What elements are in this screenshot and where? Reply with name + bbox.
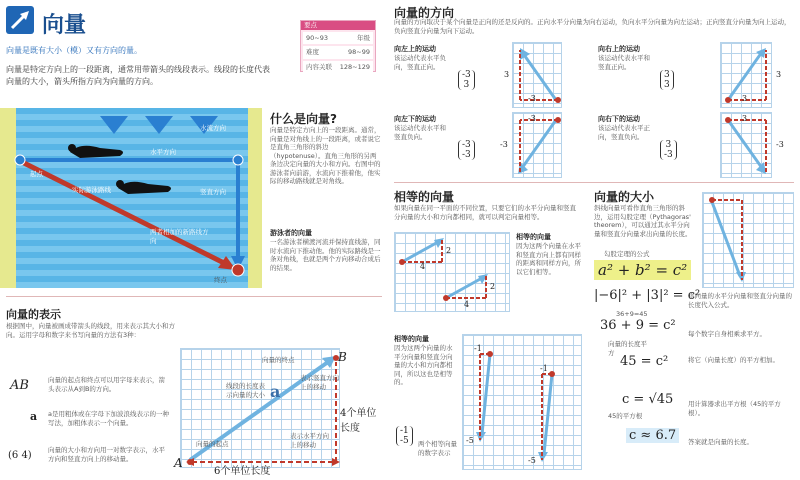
key-title: 要点 (301, 21, 375, 30)
equal-label: -5 (466, 436, 474, 445)
page-title: 向量 (42, 13, 87, 38)
pool-label-horizontal: 水平方向 (150, 148, 176, 156)
vector-a-label: a (270, 382, 281, 401)
pool-label-current: 水流方向 (200, 124, 226, 132)
point-a-label: A (174, 456, 183, 470)
key-row: 难度 98~99 (303, 46, 373, 59)
key-box (300, 20, 376, 72)
pool-label-vertical: 竖直方向 (200, 188, 226, 196)
formula-result: c ≈ 6.7 (626, 428, 679, 443)
repr-tip-start: 向量的起点 (196, 440, 229, 448)
repr-intro: 根据图中，向量被画成带箭头的线段，用来表示其大小和方向。运用字母和数字来书写向量的方法有3种： (6, 322, 175, 339)
title-icon (6, 6, 34, 34)
repr-tip-length: 线段的长度表示向量的大小 (226, 382, 265, 399)
quad-text: 该运动代表水平和竖直负向。 (394, 124, 446, 141)
pool-label-end: 终点 (214, 276, 227, 284)
quad-h: -3 (528, 114, 536, 123)
equal-label: 4 (464, 300, 470, 309)
swimmer-note: 一名游泳者横渡河流并保持直线游，同时水流向下推动他。他的实际路线是一条对角线，也就是两个方向移动合成后的结果。 (270, 238, 381, 272)
equal-vector: -1 -5 (396, 426, 413, 446)
quad-text: 该运动代表水平负向，竖直正向。 (394, 54, 446, 71)
direction-intro: 向量的方向取决于某个向量是正向的还是反向的。正向水平分向量为向右运动，负向水平分向量为向左运动；正向竖直分向量为向上运动，负向竖直分向量为向下运动。 (394, 18, 791, 35)
equal-intro: 如果向量在同一平面的不同位置，只要它们的水平分向量和竖直分向量的大小和方向都相同，就可以判定向量相等。 (394, 204, 576, 221)
quad-diagram (512, 112, 572, 182)
quad-text: 该运动代表水平和竖直正向。 (598, 54, 650, 71)
divider (6, 296, 382, 297)
equal-label: 4 (420, 262, 426, 271)
equal-box1-title: 相等的向量 (516, 233, 551, 241)
pool-label-diag: 两者相加的新路线方向 (150, 228, 209, 245)
quad-h: 3 (742, 114, 748, 123)
magnitude-note: 用计算器求出平方根（45的平方根）。 (688, 400, 781, 417)
key-row: 内容关联 128~129 (303, 61, 373, 74)
quad-h: -3 (528, 94, 536, 103)
quad-h: 3 (742, 94, 748, 103)
point-b-label: B (338, 350, 347, 364)
quad-text: 该运动代表水平正向，竖直负向。 (598, 124, 650, 141)
key-row: 90~93 年级 (303, 32, 373, 45)
magnitude-note: 每个数字自身相乘求平方。 (688, 330, 766, 338)
pool-illustration (0, 108, 262, 288)
pool-label-actual: 实际游泳路线 (72, 186, 111, 194)
magnitude-note: 将它（向量长度）的平方相加。 (688, 356, 779, 364)
section-title-direction: 向量的方向 (394, 6, 455, 20)
divider (394, 182, 794, 183)
equal-tip: 两个相等向量的数字表示 (418, 440, 457, 457)
equal-label: -5 (528, 456, 536, 465)
repr-tip-vertical: 表示竖直方向上的移动 (300, 374, 339, 391)
section-title-what: 什么是向量? (270, 112, 337, 126)
equal-label: 2 (446, 246, 452, 255)
formula-sub: 36+9=45 (616, 310, 648, 318)
quad-title: 向左下的运动 (394, 115, 436, 123)
horizontal-length: 6个单位长度 (214, 466, 271, 477)
formula-step4: c = √45 (622, 392, 674, 407)
quad-title: 向右下的运动 (598, 115, 640, 123)
quad-v: 3 (776, 70, 782, 79)
formula-label: 勾股定理的公式 (604, 250, 650, 258)
equal-box2-text: 因为这两个向量的水平分向量和竖直分向量的大小和方向都相同，所以这也是相等的。 (394, 344, 453, 386)
section-title-magnitude: 向量的大小 (594, 190, 655, 204)
quad-diagram (720, 112, 780, 182)
formula-step1: |−6|² + |3|² = c² (594, 288, 701, 303)
equal-label: -1 (474, 344, 482, 353)
equal-label: -1 (540, 364, 548, 373)
formula-step3: 45 = c² (620, 354, 669, 369)
quad-vector: -3 3 (458, 70, 475, 90)
quad-vector: -3 -3 (458, 140, 475, 160)
repr-text-a: a是用粗体或在字母下加波浪线表示的一种写法，加粗体表示一个向量。 (48, 410, 169, 427)
page-subtitle: 向量是既有大小（模）又有方向的量。 (6, 46, 142, 55)
quad-title: 向右上的运动 (598, 45, 640, 53)
quad-diagram (720, 42, 780, 112)
quad-v: -3 (776, 140, 784, 149)
repr-sym-a: a (30, 410, 38, 423)
intro-text: 向量是特定方向上的一段距离，通常用带箭头的线段表示。线段的长度代表向量的大小，箭头所指方向为向量的方向。 (6, 65, 270, 86)
magnitude-intro: 斜线向量可看作直角三角形的斜边，运用勾股定理（Pythagoras' theorem），可以通过其水平分向量和竖直分向量求出向量的长度。 (594, 204, 692, 238)
quad-vector: 3 -3 (660, 140, 677, 160)
pool-label-start: 起点 (30, 170, 43, 178)
equal-box1-text: 因为这两个向量在水平和竖直方向上都有同样的距离和同样方向，所以它们相等。 (516, 242, 581, 276)
formula-step2: 36 + 9 = c² (600, 318, 676, 333)
repr-tip-end: 向量的终点 (262, 356, 295, 364)
formula-sub: 向量的长度平方 (608, 340, 647, 357)
equal-box2-title: 相等的向量 (394, 335, 429, 343)
section-title-repr: 向量的表示 (6, 308, 61, 321)
magnitude-note: 将向量的水平分向量和竖直分向量的长度代入公式。 (688, 292, 792, 309)
swimmer-note-title: 游泳者的向量 (270, 229, 312, 237)
section-title-equal: 相等的向量 (394, 190, 455, 204)
magnitude-note: 答案就是向量的长度。 (688, 438, 753, 446)
repr-text-ab: 向量的起点和终点可以用字母来表示，箭头表示从A到B的方向。 (48, 376, 165, 393)
formula-pythagoras: a² + b² = c² (594, 260, 691, 280)
formula-sub: 45的平方根 (608, 412, 643, 420)
repr-tip-horizontal: 表示水平方向上的移动 (290, 432, 329, 449)
vertical-length: 4个单位长度 (340, 408, 377, 434)
quad-diagram (512, 42, 572, 112)
equal-diagram-1 (394, 232, 514, 316)
magnitude-diagram (702, 192, 798, 292)
quad-vector: 3 3 (660, 70, 674, 90)
equal-diagram-2 (462, 334, 586, 474)
repr-sym-ab: AB (10, 378, 29, 393)
repr-text-col: 向量的大小和方向用一对数字表示，水平方向和竖直方向上的移动量。 (48, 446, 165, 463)
quad-v: 3 (504, 70, 510, 79)
quad-v: -3 (500, 140, 508, 149)
quad-title: 向左上的运动 (394, 45, 436, 53)
equal-label: 2 (490, 282, 496, 291)
what-body: 向量是特定方向上的一段距离。通常，向量是对角线上的一段距离，或者说它是直角三角形的斜边（hypotenuse）。直角三角形的另两条边决定向量的大小和方向。右图中的游泳者向前游，水流向下推着他，他实际的移动路线就是对角线。 (270, 126, 381, 185)
repr-sym-col: (6 4) (8, 450, 32, 461)
